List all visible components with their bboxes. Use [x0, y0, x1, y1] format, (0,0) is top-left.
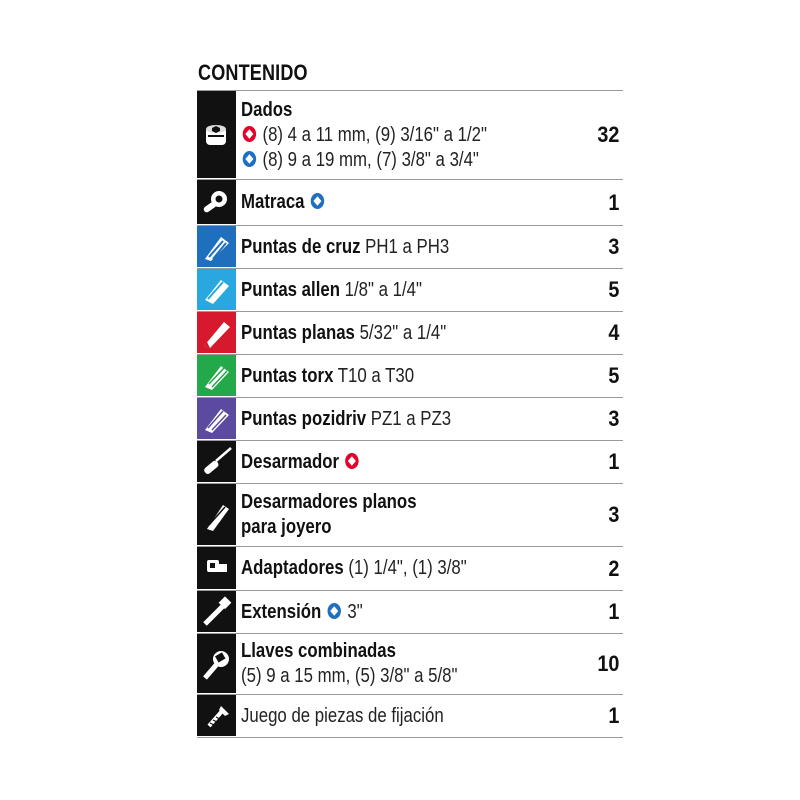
list-item-dados [197, 90, 623, 179]
item-name: Puntas allen [241, 278, 340, 301]
list-item-piezas-de-fijacion [197, 694, 623, 738]
item-detail: Juego de piezas de fijación [241, 704, 444, 727]
item-quantity: 1 [608, 189, 620, 215]
phillips-bit-icon [197, 226, 236, 268]
item-name: Puntas planas [241, 321, 355, 344]
item-name: Adaptadores [241, 557, 344, 579]
combination-wrench-icon [197, 634, 236, 694]
item-detail: PH1 a PH3 [365, 235, 450, 258]
section-title: CONTENIDO [198, 60, 308, 85]
list-item-puntas-planas [197, 311, 623, 354]
list-item-adaptadores [197, 546, 623, 590]
item-name: Dados [241, 98, 293, 121]
item-name: Puntas de cruz [241, 235, 361, 258]
extension-icon [197, 591, 236, 633]
item-name: Llaves combinadas [241, 640, 397, 662]
blue-diamond-badge-icon [243, 151, 256, 167]
torx-bit-icon [197, 355, 236, 397]
item-detail: PZ1 a PZ3 [370, 407, 452, 430]
item-quantity: 1 [608, 703, 620, 728]
list-item-desarmadores-planos [197, 483, 623, 546]
list-item-matraca [197, 179, 623, 225]
item-quantity: 1 [608, 449, 620, 474]
item-name: Puntas pozidriv [241, 407, 367, 430]
item-quantity: 5 [608, 277, 620, 302]
contents-list [197, 90, 623, 738]
screwdriver-icon [197, 441, 236, 483]
item-detail: (1) 1/4", (1) 3/8" [348, 557, 467, 579]
list-item-puntas-torx [197, 354, 623, 397]
item-quantity: 5 [608, 363, 620, 388]
item-detail: (8) 4 a 11 mm, (9) 3/16" a 1/2" [262, 123, 487, 146]
list-item-desarmador [197, 440, 623, 483]
red-diamond-badge-icon [243, 126, 256, 142]
list-item-puntas-de-cruz [197, 225, 623, 268]
list-item-extension [197, 590, 623, 633]
red-diamond-badge-icon [345, 453, 358, 469]
item-name: Desarmadores planos [241, 491, 417, 513]
precision-screwdriver-icon [197, 484, 236, 546]
item-name-line2: para joyero [241, 516, 332, 538]
item-quantity: 3 [608, 406, 620, 431]
item-detail: (5) 9 a 15 mm, (5) 3/8" a 5/8" [241, 665, 458, 687]
item-quantity: 1 [608, 599, 620, 624]
adapter-icon [197, 547, 236, 590]
screws-icon [197, 695, 236, 737]
item-name: Extensión [241, 600, 322, 623]
item-quantity: 10 [597, 651, 620, 676]
ratchet-icon [197, 180, 236, 225]
blue-diamond-badge-icon [328, 603, 341, 619]
socket-icon [197, 91, 236, 179]
item-quantity: 2 [608, 555, 620, 581]
item-detail: 5/32" a 1/4" [359, 321, 447, 344]
allen-bit-icon [197, 269, 236, 311]
item-detail: 1/8" a 1/4" [344, 278, 422, 301]
item-detail: 3" [347, 600, 363, 623]
item-name: Puntas torx [241, 364, 334, 387]
item-quantity: 32 [597, 122, 620, 147]
pozidriv-bit-icon [197, 398, 236, 440]
flat-bit-icon [197, 312, 236, 354]
item-quantity: 4 [608, 320, 620, 345]
list-item-puntas-allen [197, 268, 623, 311]
item-name: Matraca [241, 191, 305, 213]
list-item-llaves-combinadas [197, 633, 623, 694]
item-name: Desarmador [241, 450, 340, 473]
item-detail: T10 a T30 [337, 364, 415, 387]
list-item-puntas-pozidriv [197, 397, 623, 440]
item-detail: (8) 9 a 19 mm, (7) 3/8" a 3/4" [262, 148, 479, 171]
item-quantity: 3 [608, 502, 620, 527]
blue-diamond-badge-icon [311, 193, 324, 209]
item-quantity: 3 [608, 234, 620, 259]
